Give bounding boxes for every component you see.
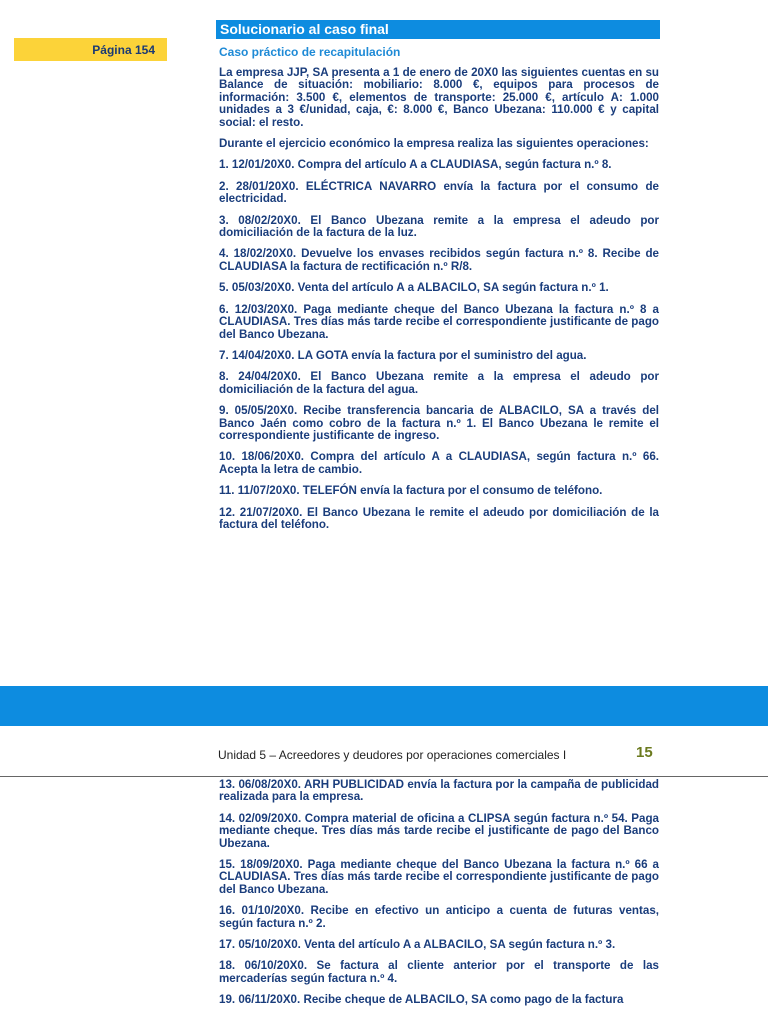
operation-item: 4. 18/02/20X0. Devuelve los envases recibidos según factura n.º 8. Recibe de CLAUDIASA la factura de rectificación n.º R/8. (219, 247, 659, 273)
page-break-band (0, 686, 768, 726)
page-badge-label: Página 154 (92, 42, 155, 57)
operation-item: 2. 28/01/20X0. ELÉCTRICA NAVARRO envía la factura por el consumo de electricidad. (219, 179, 659, 206)
operation-item: 9. 05/05/20X0. Recibe transferencia bancaria de ALBACILO, SA a través del Banco Jaén como cobro de la factura n.º 1. El Banco Ubezana le remite el correspondiente justificante de ingreso. (219, 404, 659, 442)
operation-item: 18. 06/10/20X0. Se factura al cliente anterior por el transporte de las mercaderías según factura n.º 4. (219, 959, 659, 985)
operation-item: 3. 08/02/20X0. El Banco Ubezana remite a la empresa el adeudo por domiciliación de la factura de la luz. (219, 213, 659, 240)
header-divider (0, 776, 768, 777)
operation-item: 13. 06/08/20X0. ARH PUBLICIDAD envía la factura por la campaña de publicidad realizada para la empresa. (219, 778, 659, 804)
operation-item: 12. 21/07/20X0. El Banco Ubezana le remite el adeudo por domiciliación de la factura del teléfono. (219, 505, 659, 531)
bottom-text-block (219, 779, 659, 1016)
case-subheading: Caso práctico de recapitulación (219, 45, 401, 59)
operation-item: 14. 02/09/20X0. Compra material de oficina a CLIPSA según factura n.º 54. Paga mediante cheque. Tres días más tarde recibe el justificante de pago del Banco Ubezana. (219, 811, 659, 850)
operation-item: 8. 24/04/20X0. El Banco Ubezana remite a la empresa el adeudo por domiciliación de la factura del agua. (219, 370, 659, 396)
operations-intro: Durante el ejercicio económico la empresa realiza las siguientes operaciones: (219, 137, 649, 151)
operation-item: 11. 11/07/20X0. TELEFÓN envía la factura por el consumo de teléfono. (219, 484, 603, 498)
operation-item: 19. 06/11/20X0. Recibe cheque de ALBACILO, SA como pago de la factura (219, 993, 624, 1007)
top-text-block (219, 67, 659, 540)
operation-item: 6. 12/03/20X0. Paga mediante cheque del Banco Ubezana la factura n.º 8 a CLAUDIASA. Tres días más tarde recibe el correspondiente justificante de pago del Banco Ubezana. (219, 302, 659, 341)
operation-item: 7. 14/04/20X0. LA GOTA envía la factura por el suministro del agua. (219, 348, 587, 362)
section-header (216, 20, 660, 39)
operation-item: 5. 05/03/20X0. Venta del artículo A a ALBACILO, SA según factura n.º 1. (219, 281, 609, 295)
operation-item: 10. 18/06/20X0. Compra del artículo A a CLAUDIASA, según factura n.º 66. Acepta la letra de cambio. (219, 450, 659, 476)
operation-item: 15. 18/09/20X0. Paga mediante cheque del Banco Ubezana la factura n.º 66 a CLAUDIASA. Tres días más tarde recibe el correspondiente justificante de pago del Banco Ubezana. (219, 858, 659, 896)
section-title: Solucionario al caso final (220, 21, 389, 37)
unit-title: Unidad 5 – Acreedores y deudores por operaciones comerciales I (218, 748, 567, 762)
page-badge (14, 38, 167, 61)
operation-item: 16. 01/10/20X0. Recibe en efectivo un anticipo a cuenta de futuras ventas, según factura n.º 2. (219, 904, 659, 930)
page-number: 15 (636, 744, 653, 761)
operation-item: 1. 12/01/20X0. Compra del artículo A a CLAUDIASA, según factura n.º 8. (219, 158, 612, 172)
operation-item: 17. 05/10/20X0. Venta del artículo A a ALBACILO, SA según factura n.º 3. (219, 938, 616, 952)
intro-paragraph: La empresa JJP, SA presenta a 1 de enero de 20X0 las siguientes cuentas en su Balance de situación: mobiliario: 8.000 €, equipos para procesos de información: 3.500 €, elementos de transporte: 25.000 €, artículo A: 1.000 unidades a 3 €/unidad, caja, €: 8.000 €, Banco Ubezana: 110.000 € y capital social: el resto. (219, 66, 659, 129)
